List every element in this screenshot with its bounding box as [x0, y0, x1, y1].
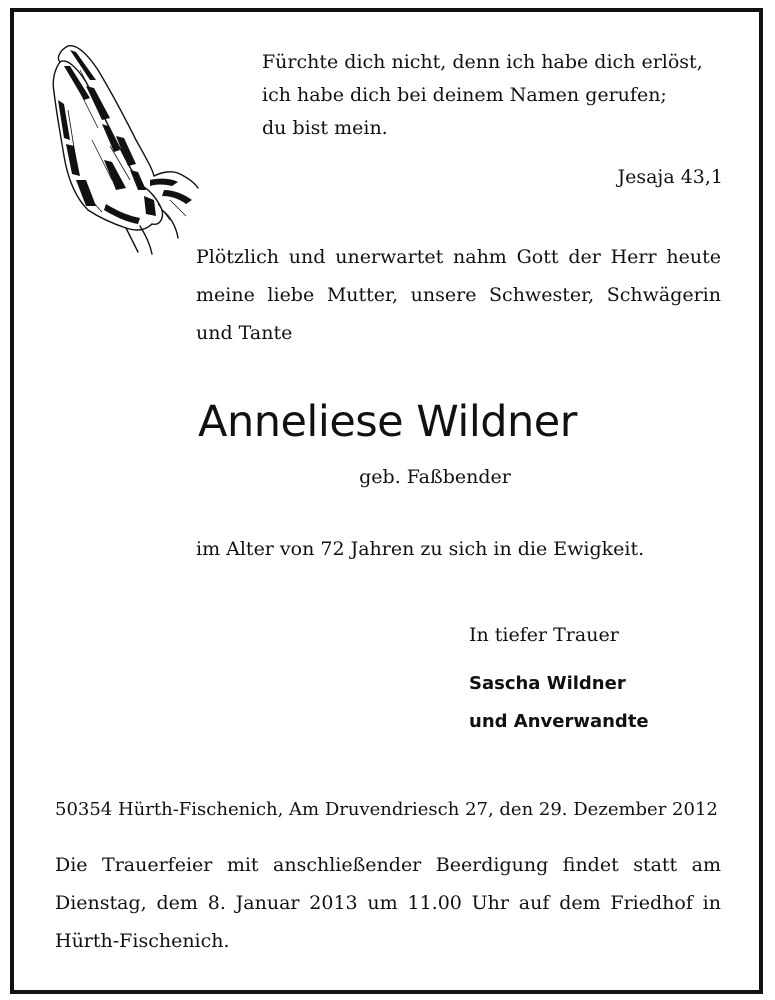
mourning-label: In tiefer Trauer [469, 624, 619, 646]
funeral-notice [55, 846, 721, 960]
funeral-line: Hürth-Fischenich. [55, 930, 230, 952]
announcement-line: Plötzlich und unerwartet nahm Gott der Herr heute [196, 246, 721, 268]
announcement-line: meine liebe Mutter, unsere Schwester, Schwägerin [196, 284, 721, 306]
praying-hands-icon [46, 40, 206, 260]
verse-source: Jesaja 43,1 [617, 166, 723, 188]
mourner-name: und Anverwandte [469, 711, 649, 732]
address-date-line: 50354 Hürth-Fischenich, Am Druvendriesch 27, den 29. Dezember 2012 [55, 799, 718, 820]
funeral-line: Die Trauerfeier mit anschließender Beerdigung findet statt am [55, 854, 721, 876]
verse-line: Fürchte dich nicht, denn ich habe dich erlöst, [262, 51, 703, 73]
deceased-name: Anneliese Wildner [198, 397, 577, 447]
birth-name: geb. Faßbender [359, 466, 511, 488]
bible-verse [262, 46, 732, 145]
verse-line: ich habe dich bei deinem Namen gerufen; [262, 84, 667, 106]
announcement-text [196, 238, 721, 352]
announcement-line: und Tante [196, 322, 293, 344]
mourner-name: Sascha Wildner [469, 673, 626, 694]
verse-line: du bist mein. [262, 117, 388, 139]
age-statement: im Alter von 72 Jahren zu sich in die Ewigkeit. [196, 538, 645, 560]
funeral-line: Dienstag, dem 8. Januar 2013 um 11.00 Uhr auf dem Friedhof in [55, 892, 721, 914]
